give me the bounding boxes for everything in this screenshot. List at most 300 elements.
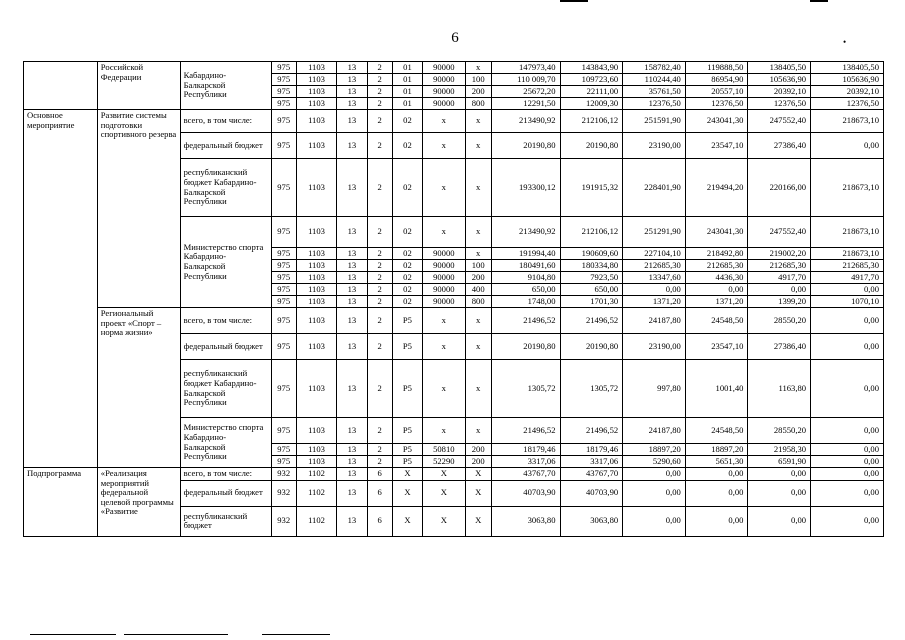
amount-cell: 4917,70 xyxy=(811,272,884,284)
code-cell: 2 xyxy=(367,360,392,418)
footer-line xyxy=(124,634,228,635)
code-cell: 13 xyxy=(337,456,367,468)
amount-cell: 193300,12 xyxy=(491,159,560,217)
amount-cell: 28550,20 xyxy=(748,308,811,334)
amount-cell: 251591,90 xyxy=(623,110,686,133)
amount-cell: 23190,00 xyxy=(623,133,686,159)
code-cell: 6 xyxy=(367,480,392,506)
amount-cell: 251291,90 xyxy=(623,217,686,248)
code-cell: 200 xyxy=(465,444,491,456)
code-cell: x xyxy=(465,217,491,248)
code-cell: 975 xyxy=(271,360,296,418)
amount-cell: 997,80 xyxy=(623,360,686,418)
code-cell: 1103 xyxy=(296,272,336,284)
code-cell: 2 xyxy=(367,260,392,272)
code-cell: 90000 xyxy=(423,272,465,284)
code-cell: 200 xyxy=(465,272,491,284)
amount-cell: 0,00 xyxy=(748,468,811,481)
amount-cell: 40703,90 xyxy=(560,480,623,506)
amount-cell: 212106,12 xyxy=(560,217,623,248)
amount-cell: 0,00 xyxy=(748,506,811,536)
code-cell: 02 xyxy=(392,110,422,133)
program-name-cell: Российской Федерации xyxy=(97,62,180,110)
amount-cell: 0,00 xyxy=(811,308,884,334)
amount-cell: 21496,52 xyxy=(560,418,623,444)
amount-cell: 219494,20 xyxy=(685,159,748,217)
amount-cell: 0,00 xyxy=(623,506,686,536)
code-cell: 90000 xyxy=(423,284,465,296)
code-cell: 13 xyxy=(337,334,367,360)
amount-cell: 0,00 xyxy=(811,418,884,444)
code-cell: 90000 xyxy=(423,74,465,86)
code-cell: 1103 xyxy=(296,86,336,98)
page-number: 6 xyxy=(451,30,459,46)
code-cell: X xyxy=(423,506,465,536)
amount-cell: 1748,00 xyxy=(491,296,560,308)
amount-cell: 212685,30 xyxy=(811,260,884,272)
amount-cell: 5651,30 xyxy=(685,456,748,468)
code-cell: 975 xyxy=(271,248,296,260)
code-cell: 6 xyxy=(367,468,392,481)
code-cell: 02 xyxy=(392,260,422,272)
code-cell: 2 xyxy=(367,334,392,360)
code-cell: 13 xyxy=(337,506,367,536)
code-cell: 2 xyxy=(367,418,392,444)
code-cell: X xyxy=(392,468,422,481)
code-cell: 975 xyxy=(271,260,296,272)
amount-cell: 24548,50 xyxy=(685,418,748,444)
funding-source-cell: всего, в том числе: xyxy=(180,468,271,481)
funding-source-cell: Кабардино-Балкарской Республики xyxy=(180,62,271,110)
code-cell: 1103 xyxy=(296,284,336,296)
code-cell: 975 xyxy=(271,308,296,334)
code-cell: 1103 xyxy=(296,217,336,248)
code-cell: x xyxy=(465,360,491,418)
amount-cell: 4436,30 xyxy=(685,272,748,284)
code-cell: 13 xyxy=(337,260,367,272)
code-cell: 2 xyxy=(367,62,392,74)
amount-cell: 43767,70 xyxy=(560,468,623,481)
funding-source-cell: всего, в том числе: xyxy=(180,308,271,334)
code-cell: 100 xyxy=(465,74,491,86)
code-cell: 1103 xyxy=(296,308,336,334)
amount-cell: 0,00 xyxy=(685,468,748,481)
code-cell: 975 xyxy=(271,110,296,133)
code-cell: 932 xyxy=(271,480,296,506)
amount-cell: 24187,80 xyxy=(623,308,686,334)
code-cell: 13 xyxy=(337,418,367,444)
funding-source-cell: федеральный бюджет xyxy=(180,133,271,159)
code-cell: 13 xyxy=(337,133,367,159)
code-cell: x xyxy=(423,360,465,418)
code-cell: P5 xyxy=(392,334,422,360)
amount-cell: 105636,90 xyxy=(748,74,811,86)
code-cell: x xyxy=(465,110,491,133)
amount-cell: 1701,30 xyxy=(560,296,623,308)
amount-cell: 21496,52 xyxy=(560,308,623,334)
program-name-cell: Региональный проект «Спорт – норма жизни» xyxy=(97,308,180,468)
code-cell: 1103 xyxy=(296,334,336,360)
amount-cell: 138405,50 xyxy=(811,62,884,74)
amount-cell: 218673,10 xyxy=(811,217,884,248)
code-cell: 200 xyxy=(465,456,491,468)
code-cell: 2 xyxy=(367,110,392,133)
amount-cell: 227104,10 xyxy=(623,248,686,260)
code-cell: 2 xyxy=(367,308,392,334)
amount-cell: 0,00 xyxy=(811,506,884,536)
code-cell: 01 xyxy=(392,62,422,74)
amount-cell: 1371,20 xyxy=(685,296,748,308)
amount-cell: 213490,92 xyxy=(491,110,560,133)
code-cell: x xyxy=(465,133,491,159)
amount-cell: 0,00 xyxy=(811,456,884,468)
code-cell: 1103 xyxy=(296,74,336,86)
amount-cell: 20392,10 xyxy=(811,86,884,98)
code-cell: 975 xyxy=(271,98,296,110)
amount-cell: 0,00 xyxy=(811,480,884,506)
code-cell: 13 xyxy=(337,480,367,506)
code-cell: 02 xyxy=(392,284,422,296)
code-cell: 13 xyxy=(337,272,367,284)
code-cell: 13 xyxy=(337,468,367,481)
amount-cell: 110 009,70 xyxy=(491,74,560,86)
code-cell: 800 xyxy=(465,296,491,308)
amount-cell: 25672,20 xyxy=(491,86,560,98)
amount-cell: 110244,40 xyxy=(623,74,686,86)
code-cell: x xyxy=(423,110,465,133)
amount-cell: 0,00 xyxy=(811,360,884,418)
code-cell: 975 xyxy=(271,86,296,98)
code-cell: x xyxy=(465,248,491,260)
amount-cell: 21958,30 xyxy=(748,444,811,456)
code-cell: 1103 xyxy=(296,360,336,418)
footer-line xyxy=(262,634,330,635)
amount-cell: 138405,50 xyxy=(748,62,811,74)
code-cell: 975 xyxy=(271,272,296,284)
code-cell: x xyxy=(465,418,491,444)
code-cell: x xyxy=(465,159,491,217)
code-cell: 932 xyxy=(271,506,296,536)
corner-mark: • xyxy=(843,37,847,47)
amount-cell: 20557,10 xyxy=(685,86,748,98)
amount-cell: 212685,30 xyxy=(685,260,748,272)
code-cell: 1102 xyxy=(296,480,336,506)
code-cell: 975 xyxy=(271,62,296,74)
amount-cell: 18897,20 xyxy=(685,444,748,456)
code-cell: x xyxy=(465,308,491,334)
amount-cell: 43767,70 xyxy=(491,468,560,481)
code-cell: 1102 xyxy=(296,506,336,536)
code-cell: 13 xyxy=(337,98,367,110)
amount-cell: 1371,20 xyxy=(623,296,686,308)
program-level-cell: Основное мероприятие xyxy=(24,110,98,468)
code-cell: 975 xyxy=(271,418,296,444)
amount-cell: 3063,80 xyxy=(491,506,560,536)
amount-cell: 218673,10 xyxy=(811,248,884,260)
code-cell: 02 xyxy=(392,217,422,248)
budget-table xyxy=(23,61,884,537)
amount-cell: 650,00 xyxy=(560,284,623,296)
amount-cell: 23547,10 xyxy=(685,133,748,159)
amount-cell: 9104,80 xyxy=(491,272,560,284)
code-cell: 13 xyxy=(337,248,367,260)
code-cell: x xyxy=(465,62,491,74)
funding-source-cell: республиканский бюджет xyxy=(180,506,271,536)
amount-cell: 6591,90 xyxy=(748,456,811,468)
code-cell: 01 xyxy=(392,86,422,98)
code-cell: 975 xyxy=(271,74,296,86)
funding-source-cell: федеральный бюджет xyxy=(180,480,271,506)
amount-cell: 220166,00 xyxy=(748,159,811,217)
code-cell: 1103 xyxy=(296,110,336,133)
table-row xyxy=(24,308,884,334)
code-cell: 13 xyxy=(337,444,367,456)
amount-cell: 0,00 xyxy=(811,284,884,296)
amount-cell: 35761,50 xyxy=(623,86,686,98)
code-cell: 02 xyxy=(392,272,422,284)
amount-cell: 212685,30 xyxy=(623,260,686,272)
amount-cell: 20190,80 xyxy=(560,133,623,159)
footer-line xyxy=(30,634,116,635)
code-cell: 13 xyxy=(337,74,367,86)
code-cell: x xyxy=(423,133,465,159)
amount-cell: 0,00 xyxy=(811,468,884,481)
code-cell: 2 xyxy=(367,98,392,110)
amount-cell: 12376,50 xyxy=(623,98,686,110)
amount-cell: 12376,50 xyxy=(811,98,884,110)
code-cell: 13 xyxy=(337,86,367,98)
amount-cell: 12291,50 xyxy=(491,98,560,110)
code-cell: 2 xyxy=(367,272,392,284)
code-cell: 100 xyxy=(465,260,491,272)
code-cell: X xyxy=(423,468,465,481)
amount-cell: 218673,10 xyxy=(811,110,884,133)
amount-cell: 20392,10 xyxy=(748,86,811,98)
code-cell: 02 xyxy=(392,296,422,308)
code-cell: 200 xyxy=(465,86,491,98)
amount-cell: 1070,10 xyxy=(811,296,884,308)
code-cell: 02 xyxy=(392,133,422,159)
amount-cell: 18179,46 xyxy=(491,444,560,456)
code-cell: 1102 xyxy=(296,468,336,481)
amount-cell: 0,00 xyxy=(811,334,884,360)
code-cell: 1103 xyxy=(296,133,336,159)
amount-cell: 12376,50 xyxy=(685,98,748,110)
amount-cell: 4917,70 xyxy=(748,272,811,284)
amount-cell: 23190,00 xyxy=(623,334,686,360)
code-cell: 50810 xyxy=(423,444,465,456)
code-cell: 975 xyxy=(271,284,296,296)
code-cell: 1103 xyxy=(296,418,336,444)
code-cell: 2 xyxy=(367,296,392,308)
amount-cell: 12376,50 xyxy=(748,98,811,110)
code-cell: 1103 xyxy=(296,456,336,468)
amount-cell: 190609,60 xyxy=(560,248,623,260)
code-cell: 1103 xyxy=(296,159,336,217)
amount-cell: 158782,40 xyxy=(623,62,686,74)
code-cell: 1103 xyxy=(296,444,336,456)
code-cell: 2 xyxy=(367,74,392,86)
code-cell: 975 xyxy=(271,133,296,159)
amount-cell: 28550,20 xyxy=(748,418,811,444)
amount-cell: 105636,90 xyxy=(811,74,884,86)
amount-cell: 191994,40 xyxy=(491,248,560,260)
code-cell: 1103 xyxy=(296,260,336,272)
amount-cell: 0,00 xyxy=(811,133,884,159)
code-cell: P5 xyxy=(392,360,422,418)
code-cell: X xyxy=(465,506,491,536)
code-cell: 13 xyxy=(337,110,367,133)
amount-cell: 0,00 xyxy=(748,284,811,296)
amount-cell: 24548,50 xyxy=(685,308,748,334)
code-cell: 2 xyxy=(367,284,392,296)
amount-cell: 3063,80 xyxy=(560,506,623,536)
amount-cell: 180491,60 xyxy=(491,260,560,272)
amount-cell: 20190,80 xyxy=(560,334,623,360)
funding-source-cell: республиканский бюджет Кабардино-Балкарской Республики xyxy=(180,360,271,418)
amount-cell: 247552,40 xyxy=(748,217,811,248)
amount-cell: 20190,80 xyxy=(491,133,560,159)
code-cell: 01 xyxy=(392,74,422,86)
code-cell: x xyxy=(423,308,465,334)
amount-cell: 27386,40 xyxy=(748,334,811,360)
code-cell: X xyxy=(423,480,465,506)
code-cell: X xyxy=(392,506,422,536)
code-cell: P5 xyxy=(392,418,422,444)
amount-cell: 0,00 xyxy=(623,480,686,506)
amount-cell: 247552,40 xyxy=(748,110,811,133)
code-cell: x xyxy=(423,217,465,248)
code-cell: 90000 xyxy=(423,62,465,74)
code-cell: x xyxy=(465,334,491,360)
amount-cell: 191915,32 xyxy=(560,159,623,217)
amount-cell: 20190,80 xyxy=(491,334,560,360)
code-cell: 13 xyxy=(337,62,367,74)
amount-cell: 18897,20 xyxy=(623,444,686,456)
amount-cell: 23547,10 xyxy=(685,334,748,360)
program-name-cell: «Реализация мероприятий федеральной целевой программы «Развитие xyxy=(97,468,180,537)
amount-cell: 212106,12 xyxy=(560,110,623,133)
code-cell: 2 xyxy=(367,217,392,248)
amount-cell: 24187,80 xyxy=(623,418,686,444)
amount-cell: 1305,72 xyxy=(491,360,560,418)
amount-cell: 3317,06 xyxy=(491,456,560,468)
code-cell: 2 xyxy=(367,86,392,98)
amount-cell: 18179,46 xyxy=(560,444,623,456)
code-cell: 02 xyxy=(392,248,422,260)
amount-cell: 0,00 xyxy=(748,480,811,506)
code-cell: 13 xyxy=(337,159,367,217)
program-level-cell xyxy=(24,62,98,110)
code-cell: x xyxy=(423,334,465,360)
code-cell: 13 xyxy=(337,284,367,296)
amount-cell: 180334,80 xyxy=(560,260,623,272)
code-cell: 975 xyxy=(271,217,296,248)
amount-cell: 143843,90 xyxy=(560,62,623,74)
code-cell: x xyxy=(423,418,465,444)
program-level-cell: Подпрограмма xyxy=(24,468,98,537)
code-cell: x xyxy=(423,159,465,217)
code-cell: 975 xyxy=(271,456,296,468)
amount-cell: 218492,80 xyxy=(685,248,748,260)
code-cell: 01 xyxy=(392,98,422,110)
amount-cell: 5290,60 xyxy=(623,456,686,468)
amount-cell: 0,00 xyxy=(685,284,748,296)
funding-source-cell: всего, в том числе: xyxy=(180,110,271,133)
funding-source-cell: Министерство спорта Кабардино-Балкарской Республики xyxy=(180,217,271,308)
code-cell: 90000 xyxy=(423,98,465,110)
top-edge-mark xyxy=(560,0,588,2)
code-cell: P5 xyxy=(392,308,422,334)
code-cell: 975 xyxy=(271,444,296,456)
amount-cell: 13347,60 xyxy=(623,272,686,284)
table-row xyxy=(24,62,884,74)
amount-cell: 0,00 xyxy=(811,444,884,456)
amount-cell: 21496,52 xyxy=(491,418,560,444)
funding-source-cell: федеральный бюджет xyxy=(180,334,271,360)
code-cell: 975 xyxy=(271,159,296,217)
code-cell: 13 xyxy=(337,360,367,418)
code-cell: 13 xyxy=(337,217,367,248)
code-cell: 800 xyxy=(465,98,491,110)
funding-source-cell: республиканский бюджет Кабардино-Балкарской Республики xyxy=(180,159,271,217)
table-body xyxy=(24,62,884,537)
amount-cell: 1001,40 xyxy=(685,360,748,418)
code-cell: 90000 xyxy=(423,296,465,308)
amount-cell: 40703,90 xyxy=(491,480,560,506)
table-row xyxy=(24,468,884,481)
amount-cell: 0,00 xyxy=(685,480,748,506)
amount-cell: 650,00 xyxy=(491,284,560,296)
code-cell: 2 xyxy=(367,248,392,260)
amount-cell: 219002,20 xyxy=(748,248,811,260)
code-cell: 975 xyxy=(271,296,296,308)
table-row xyxy=(24,110,884,133)
code-cell: 2 xyxy=(367,133,392,159)
code-cell: 1103 xyxy=(296,296,336,308)
code-cell: X xyxy=(465,468,491,481)
amount-cell: 1399,20 xyxy=(748,296,811,308)
code-cell: P5 xyxy=(392,444,422,456)
funding-source-cell: Министерство спорта Кабардино-Балкарской Республики xyxy=(180,418,271,468)
code-cell: 02 xyxy=(392,159,422,217)
code-cell: 90000 xyxy=(423,260,465,272)
amount-cell: 0,00 xyxy=(685,506,748,536)
code-cell: 13 xyxy=(337,308,367,334)
program-name-cell: Развитие системы подготовки спортивного резерва xyxy=(97,110,180,308)
amount-cell: 147973,40 xyxy=(491,62,560,74)
amount-cell: 1305,72 xyxy=(560,360,623,418)
amount-cell: 243041,30 xyxy=(685,217,748,248)
amount-cell: 3317,06 xyxy=(560,456,623,468)
amount-cell: 228401,90 xyxy=(623,159,686,217)
amount-cell: 0,00 xyxy=(623,284,686,296)
code-cell: 2 xyxy=(367,444,392,456)
code-cell: 1103 xyxy=(296,248,336,260)
code-cell: X xyxy=(465,480,491,506)
code-cell: 932 xyxy=(271,468,296,481)
top-edge-mark xyxy=(810,0,828,2)
code-cell: 90000 xyxy=(423,248,465,260)
amount-cell: 7923,50 xyxy=(560,272,623,284)
amount-cell: 218673,10 xyxy=(811,159,884,217)
amount-cell: 21496,52 xyxy=(491,308,560,334)
amount-cell: 86954,90 xyxy=(685,74,748,86)
amount-cell: 22111,00 xyxy=(560,86,623,98)
amount-cell: 243041,30 xyxy=(685,110,748,133)
code-cell: P5 xyxy=(392,456,422,468)
code-cell: 90000 xyxy=(423,86,465,98)
